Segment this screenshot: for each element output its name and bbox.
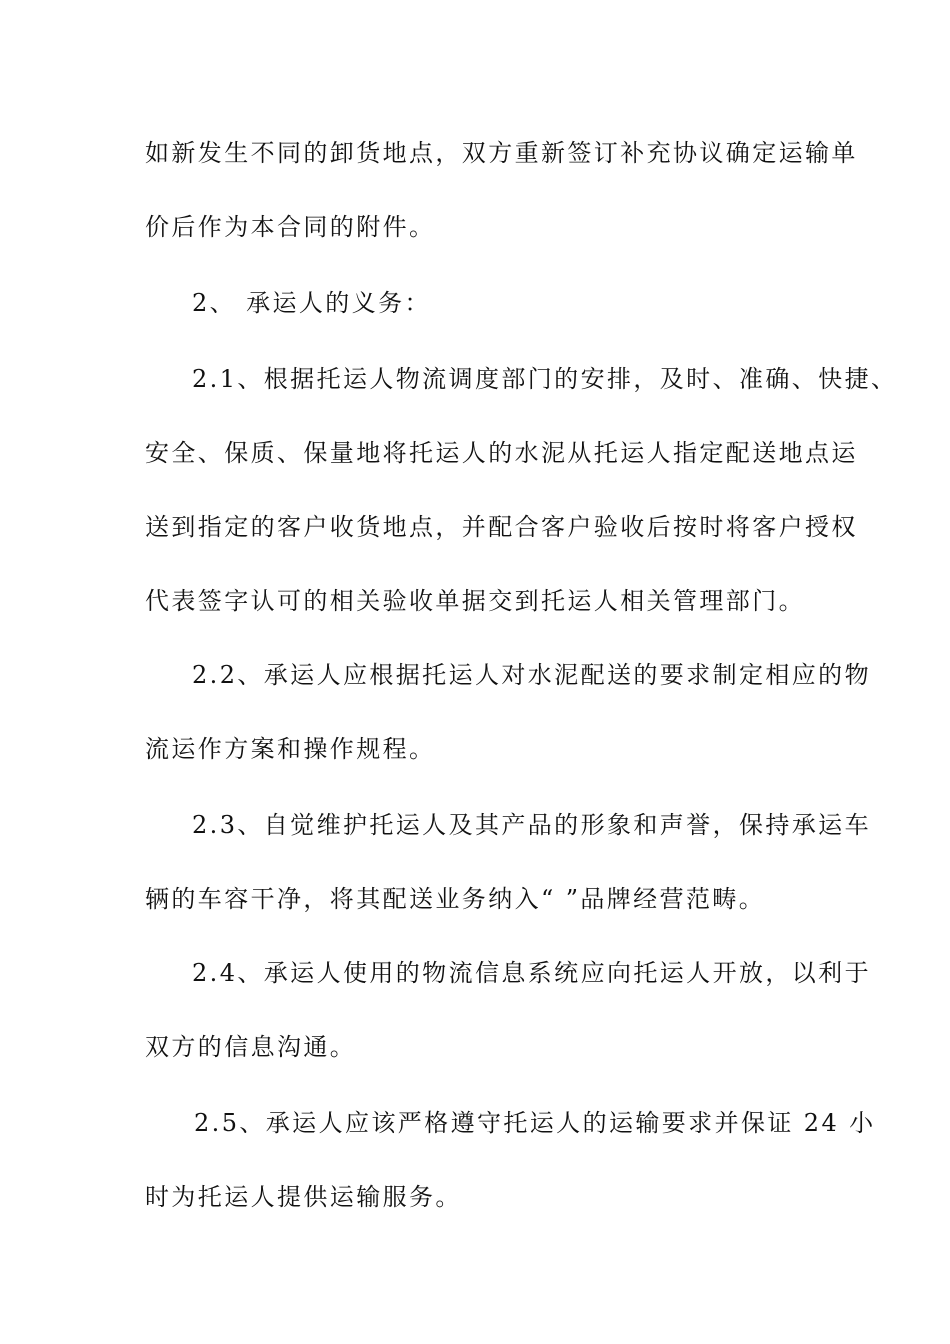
paragraph-line: 2.3、自觉维护托运人及其产品的形象和声誉，保持承运车: [192, 811, 871, 839]
paragraph-line: 2.2、承运人应根据托运人对水泥配送的要求制定相应的物: [192, 661, 871, 689]
paragraph-line: 送到指定的客户收货地点，并配合客户验收后按时将客户授权: [145, 513, 858, 541]
paragraph-line: 如新发生不同的卸货地点，双方重新签订补充协议确定运输单: [145, 139, 858, 167]
paragraph-line: 代表签字认可的相关验收单据交到托运人相关管理部门。: [145, 587, 805, 615]
paragraph-line: 2.4、承运人使用的物流信息系统应向托运人开放，以利于: [192, 959, 871, 987]
paragraph-line: 辆的车容干净，将其配送业务纳入“ ”品牌经营范畴。: [145, 885, 766, 913]
paragraph-line: 安全、保质、保量地将托运人的水泥从托运人指定配送地点运: [145, 439, 858, 467]
paragraph-line: 流运作方案和操作规程。: [145, 735, 436, 763]
paragraph-line: 2.5、承运人应该严格遵守托运人的运输要求并保证 24 小: [194, 1109, 876, 1137]
paragraph-line: 双方的信息沟通。: [145, 1033, 357, 1061]
paragraph-line: 时为托运人提供运输服务。: [145, 1183, 462, 1211]
paragraph-line: 价后作为本合同的附件。: [145, 213, 436, 241]
paragraph-line: 2.1、根据托运人物流调度部门的安排，及时、准确、快捷、: [192, 365, 898, 393]
section-heading: 2、 承运人的义务：: [192, 289, 431, 317]
